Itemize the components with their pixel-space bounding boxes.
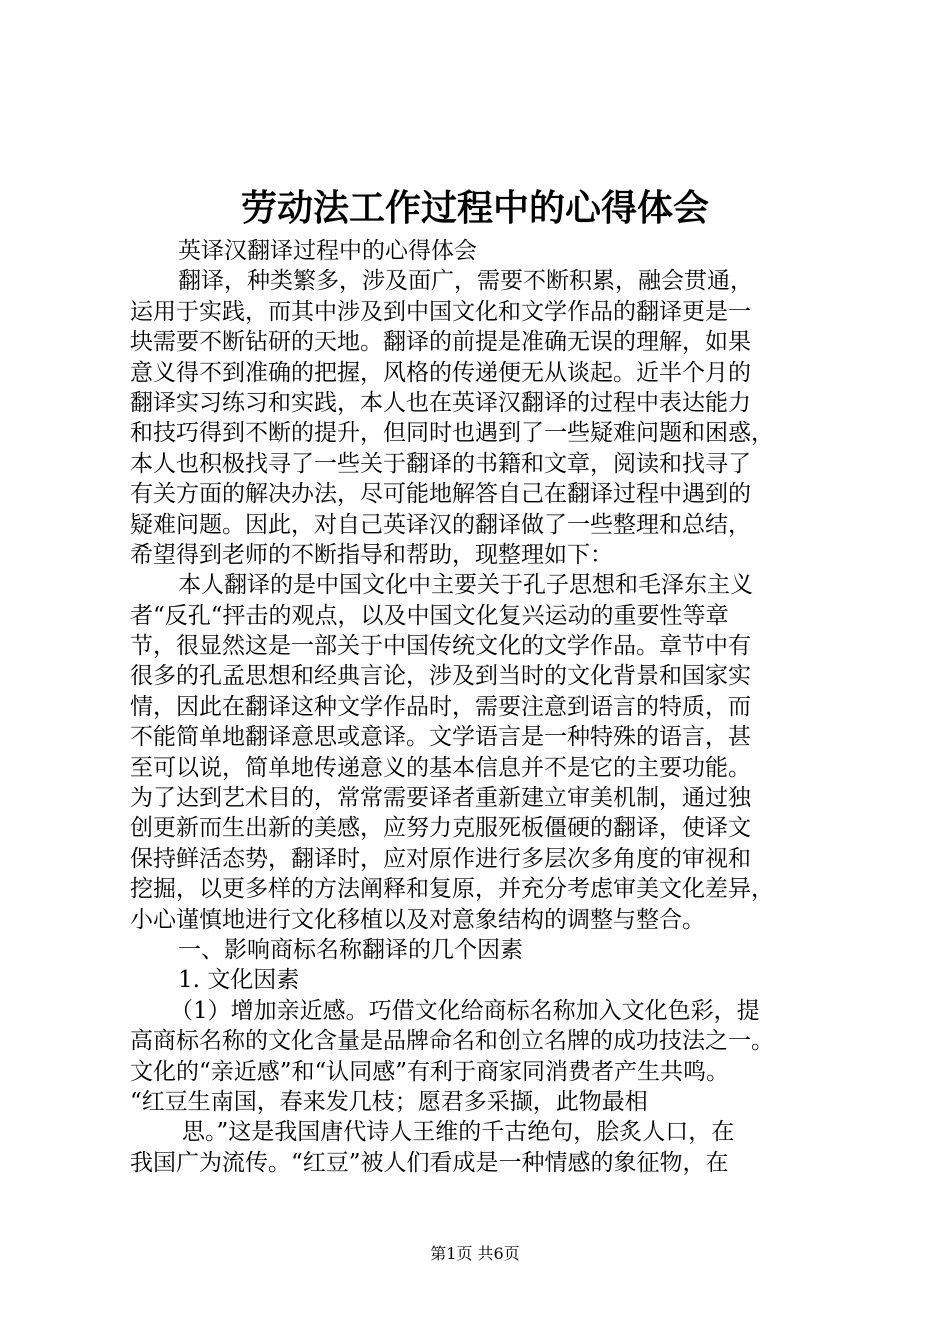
text-line: 疑难问题。因此，对自己英译汉的翻译做了一些整理和总结， <box>130 511 751 538</box>
text-line: 高商标名称的文化含量是品牌命名和创立名牌的成功技法之一。 <box>130 1028 774 1055</box>
text-line: 为了达到艺术目的，常常需要译者重新建立审美机制，通过独 <box>130 785 751 812</box>
text-line: “红豆生南国，春来发几枝；愿君多采撷，此物最相 <box>130 1088 648 1115</box>
text-line: 情，因此在翻译这种文学作品时，需要注意到语言的特质，而 <box>130 693 751 720</box>
text-line: 和技巧得到不断的提升，但同时也遇到了一些疑难问题和困惑， <box>130 420 774 447</box>
text-line: 块需要不断钻研的天地。翻译的前提是准确无误的理解，如果 <box>130 329 751 356</box>
text-line: 本人也积极找寻了一些关于翻译的书籍和文章，阅读和找寻了 <box>130 450 751 477</box>
page-number-footer: 第1页 共6页 <box>430 1244 520 1263</box>
text-line: 小心谨慎地进行文化移植以及对意象结构的调整与整合。 <box>130 906 705 933</box>
subsection-heading: 1. 文化因素 <box>178 967 300 994</box>
text-line: 思。”这是我国唐代诗人王维的千古绝句，脍炙人口，在 <box>182 1119 735 1146</box>
text-line: 翻译，种类繁多，涉及面广，需要不断积累，融会贯通， <box>178 268 753 295</box>
text-line: 创更新而生出新的美感，应努力克服死板僵硬的翻译，使译文 <box>130 815 751 842</box>
text-line: 挖掘，以更多样的方法阐释和复原，并充分考虑审美文化差异， <box>130 876 774 903</box>
text-line: 文化的“亲近感”和“认同感”有利于商家同消费者产生共鸣。 <box>130 1058 730 1085</box>
text-line: 希望得到老师的不断指导和帮助，现整理如下： <box>130 541 613 568</box>
section-heading: 一、影响商标名称翻译的几个因素 <box>178 936 523 963</box>
text-line: 者“反孔“抨击的观点，以及中国文化复兴运动的重要性等章 <box>130 602 729 629</box>
text-line: 本人翻译的是中国文化中主要关于孔子思想和毛泽东主义 <box>178 572 753 599</box>
text-line: 运用于实践，而其中涉及到中国文化和文学作品的翻译更是一 <box>130 298 751 325</box>
document-body <box>130 236 830 1178</box>
text-line: 有关方面的解决办法，尽可能地解答自己在翻译过程中遇到的 <box>130 481 751 508</box>
text-line: 节，很显然这是一部关于中国传统文化的文学作品。章节中有 <box>130 633 751 660</box>
document-title: 劳动法工作过程中的心得体会 <box>240 187 709 229</box>
text-line: 翻译实习练习和实践，本人也在英译汉翻译的过程中表达能力 <box>130 389 751 416</box>
text-line: 不能简单地翻译意思或意译。文学语言是一种特殊的语言，甚 <box>130 724 751 751</box>
text-line: 英译汉翻译过程中的心得体会 <box>178 238 477 264</box>
text-line: 意义得不到准确的把握，风格的传递便无从谈起。近半个月的 <box>130 359 751 386</box>
text-line: 保持鲜活态势，翻译时，应对原作进行多层次多角度的审视和 <box>130 845 751 872</box>
text-line: 至可以说，简单地传递意义的基本信息并不是它的主要功能。 <box>130 754 751 781</box>
text-line: 我国广为流传。“红豆”被人们看成是一种情感的象征物，在 <box>130 1149 729 1176</box>
text-line: （1）增加亲近感。巧借文化给商标名称加入文化色彩，提 <box>170 997 760 1024</box>
text-line: 很多的孔孟思想和经典言论，涉及到当时的文化背景和国家实 <box>130 663 751 690</box>
